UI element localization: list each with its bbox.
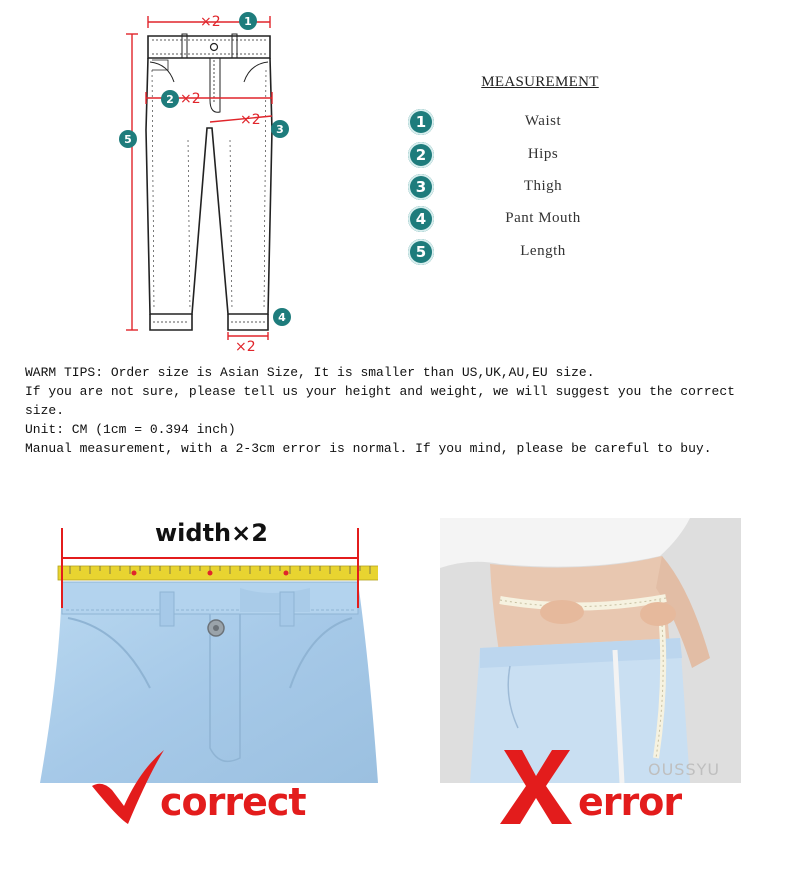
marker-4: 4: [278, 311, 286, 324]
number-badge-2: 2: [408, 142, 434, 168]
marker-1: 1: [244, 15, 252, 28]
number-badge-5: 5: [408, 239, 434, 265]
marker-2: 2: [166, 93, 174, 106]
tip-line-suggest: If you are not sure, please tell us your height and weight, we will suggest you the correct size.: [25, 384, 743, 418]
measurement-row-pant-mouth: [408, 206, 658, 234]
number-badge-4: 4: [408, 206, 434, 232]
thigh-times-label: ×2: [240, 112, 261, 128]
pants-diagram: [0, 0, 320, 360]
error-measure-photo: [440, 518, 741, 783]
watermark-text: OUSSYU: [648, 760, 721, 779]
marker-3: 3: [276, 123, 284, 136]
x-mark-icon: [496, 746, 576, 828]
measurement-row-hips: [408, 142, 658, 170]
diagram-markers: [119, 12, 291, 326]
waist-times-label: ×2: [200, 14, 221, 30]
correct-measure-photo: [40, 518, 378, 783]
measurement-row-thigh: [408, 174, 658, 202]
body-photo: [440, 518, 741, 783]
hips-times-label: ×2: [180, 91, 201, 107]
warm-tips: [25, 363, 770, 458]
measurement-title: MEASUREMENT: [481, 74, 599, 90]
measurement-label-length: Length: [520, 243, 566, 259]
measurement-label-thigh: Thigh: [523, 178, 563, 194]
measurement-label-waist: Waist: [524, 113, 562, 129]
tip-line-error: Manual measurement, with a 2-3cm error is normal. If you mind, please be careful to buy.: [25, 441, 712, 456]
measurement-label-hips: Hips: [527, 146, 559, 162]
width-times-2-label: width×2: [155, 519, 268, 547]
jeans-photo: [40, 518, 378, 783]
correct-label: correct: [160, 780, 306, 824]
measurement-row-waist: [408, 109, 658, 137]
tip-line-unit: Unit: CM (1cm = 0.394 inch): [25, 422, 236, 437]
mouth-times-label: ×2: [235, 339, 256, 355]
pants-outline: [146, 34, 272, 330]
checkmark-icon: [88, 746, 168, 828]
marker-5: 5: [124, 133, 132, 146]
error-label: error: [578, 780, 682, 824]
measurement-row-length: [408, 239, 658, 267]
number-badge-3: 3: [408, 174, 434, 200]
number-badge-1: 1: [408, 109, 434, 135]
tip-line-size: WARM TIPS: Order size is Asian Size, It is smaller than US,UK,AU,EU size.: [25, 365, 595, 380]
measurement-label-pant-mouth: Pant Mouth: [505, 210, 581, 226]
